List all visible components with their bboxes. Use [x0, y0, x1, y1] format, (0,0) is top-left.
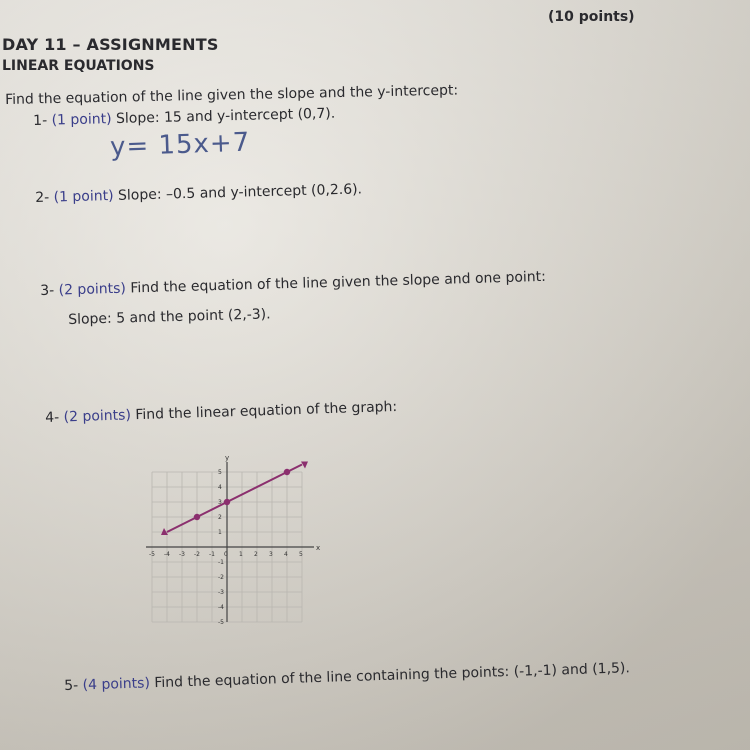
question-4	[45, 399, 397, 426]
coordinate-graph	[135, 450, 335, 640]
question-text: Find the equation of the line given the slope and one point:	[130, 268, 547, 297]
question-points: (2 points)	[63, 407, 132, 426]
data-point	[194, 514, 200, 520]
question-3-line2: Slope: 5 and the point (2,-3).	[68, 306, 271, 328]
question-number: 2-	[35, 189, 50, 206]
question-text: Slope: –0.5 and y-intercept (0,2.6).	[117, 181, 363, 204]
question-2	[35, 181, 362, 206]
y-tick-label: 1	[218, 529, 222, 536]
y-tick-label: -2	[218, 574, 224, 581]
question-1	[33, 106, 335, 129]
y-tick-label: 3	[218, 499, 222, 506]
question-number: 3-	[40, 282, 55, 299]
y-tick-label: 4	[218, 484, 222, 491]
data-point	[224, 499, 230, 505]
question-number: 1-	[33, 112, 48, 129]
y-tick-label: -4	[218, 604, 224, 611]
y-tick-label: -3	[218, 589, 224, 596]
question-points: (2 points)	[58, 280, 127, 299]
page-title: DAY 11 – ASSIGNMENTS	[2, 35, 219, 54]
question-3	[40, 269, 546, 299]
x-tick-label: 1	[239, 551, 243, 558]
question-points: (4 points)	[82, 675, 151, 694]
total-points: (10 points)	[548, 9, 635, 25]
y-tick-label: -5	[218, 619, 224, 626]
instruction-text: Find the equation of the line given the slope and the y-intercept:	[5, 82, 459, 108]
x-tick-label: -5	[149, 551, 155, 558]
series-line	[167, 465, 302, 533]
x-tick-label: 4	[284, 551, 288, 558]
question-text: Find the equation of the line containing the points: (-1,-1) and (1,5).	[154, 660, 631, 692]
question-5	[64, 660, 630, 694]
x-tick-label: -4	[164, 551, 170, 558]
y-axis-label: y	[225, 454, 230, 462]
y-tick-label: 2	[218, 514, 222, 521]
handwritten-answer: y= 15x+7	[109, 127, 251, 163]
x-tick-label: -1	[209, 551, 215, 558]
x-tick-label: -3	[179, 551, 185, 558]
question-text: Slope: 15 and y-intercept (0,7).	[115, 105, 336, 127]
y-tick-label: 5	[218, 469, 222, 476]
data-point	[284, 469, 290, 475]
x-axis-label: x	[316, 544, 321, 552]
page-subtitle: LINEAR EQUATIONS	[2, 58, 155, 74]
y-tick-label: -1	[218, 559, 224, 566]
x-tick-label: 0	[224, 551, 228, 558]
question-points: (1 point)	[53, 187, 114, 206]
x-tick-label: -2	[194, 551, 200, 558]
x-tick-label: 2	[254, 551, 258, 558]
x-tick-label: 5	[299, 551, 303, 558]
x-tick-label: 3	[269, 551, 273, 558]
question-number: 4-	[45, 409, 60, 426]
question-points: (1 point)	[51, 111, 112, 129]
question-number: 5-	[64, 677, 79, 694]
question-text: Find the linear equation of the graph:	[135, 398, 398, 424]
